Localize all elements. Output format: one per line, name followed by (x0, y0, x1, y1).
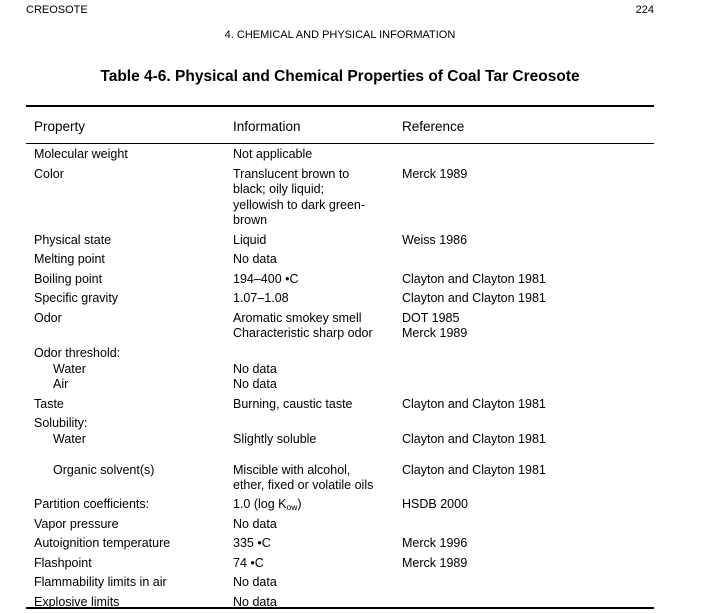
information-cell: 194–400 •C (233, 272, 398, 288)
reference-cell: Clayton and Clayton 1981 (402, 432, 546, 448)
property-cell: Water (53, 362, 86, 378)
property-cell: Odor threshold: (34, 346, 120, 362)
property-cell: Explosive limits (34, 595, 119, 611)
information-cell: No data (233, 517, 398, 533)
section-heading: 4. CHEMICAL AND PHYSICAL INFORMATION (0, 29, 680, 41)
table-row (0, 497, 704, 517)
information-cell: Slightly soluble (233, 432, 398, 448)
table-row (0, 291, 704, 311)
information-cell: 1.07–1.08 (233, 291, 398, 307)
table-row (0, 377, 704, 397)
reference-cell: Clayton and Clayton 1981 (402, 397, 546, 413)
table-row (0, 595, 704, 614)
property-cell: Boiling point (34, 272, 102, 288)
information-cell: No data (233, 362, 398, 378)
table-row (0, 252, 704, 272)
table-top-rule (26, 105, 654, 107)
table-title: Table 4-6. Physical and Chemical Properties of Coal Tar Creosote (0, 68, 680, 86)
property-cell: Flammability limits in air (34, 575, 167, 591)
information-cell: No data (233, 595, 398, 611)
running-header-title: CREOSOTE (26, 4, 88, 16)
table-row (0, 346, 704, 362)
property-cell: Molecular weight (34, 147, 128, 163)
property-cell: Autoignition temperature (34, 536, 170, 552)
information-cell: No data (233, 252, 398, 268)
table-row (0, 311, 704, 347)
information-cell: Liquid (233, 233, 398, 249)
page-number: 224 (636, 4, 654, 16)
reference-cell: Clayton and Clayton 1981 (402, 463, 546, 479)
information-cell: 335 •C (233, 536, 398, 552)
property-cell: Partition coefficients: (34, 497, 149, 513)
property-cell: Taste (34, 397, 64, 413)
information-cell: Miscible with alcohol, ether, fixed or volatile oils (233, 463, 398, 494)
reference-cell: HSDB 2000 (402, 497, 468, 513)
property-cell: Melting point (34, 252, 105, 268)
property-cell: Flashpoint (34, 556, 92, 572)
table-row (0, 167, 704, 233)
table-row (0, 397, 704, 417)
property-cell: Color (34, 167, 64, 183)
table-row (0, 432, 704, 463)
header-rule (26, 143, 654, 144)
property-cell: Solubility: (34, 416, 88, 432)
information-cell: Not applicable (233, 147, 398, 163)
property-cell: Vapor pressure (34, 517, 119, 533)
information-cell: Aromatic smokey smell Characteristic sharp odor (233, 311, 398, 342)
information-cell: 74 •C (233, 556, 398, 572)
information-cell: Burning, caustic taste (233, 397, 398, 413)
reference-cell: Weiss 1986 (402, 233, 467, 249)
table-row (0, 233, 704, 253)
reference-cell: DOT 1985 Merck 1989 (402, 311, 467, 342)
table-row (0, 556, 704, 576)
table-bottom-rule (26, 607, 654, 609)
reference-cell: Merck 1996 (402, 536, 467, 552)
table-row (0, 416, 704, 432)
property-cell: Odor (34, 311, 62, 327)
table-row (0, 463, 704, 498)
table-row (0, 536, 704, 556)
property-cell: Physical state (34, 233, 111, 249)
reference-cell: Clayton and Clayton 1981 (402, 272, 546, 288)
reference-cell: Merck 1989 (402, 167, 467, 183)
table-body (0, 147, 704, 614)
information-cell: No data (233, 377, 398, 393)
column-header-reference: Reference (402, 119, 464, 134)
property-cell: Air (53, 377, 68, 393)
table-row (0, 362, 704, 378)
property-cell: Organic solvent(s) (53, 463, 154, 479)
table-row (0, 272, 704, 292)
information-cell: No data (233, 575, 398, 591)
table-row (0, 517, 704, 537)
table-row (0, 575, 704, 595)
information-cell: Translucent brown to black; oily liquid; yellowish to dark green- brown (233, 167, 398, 229)
reference-cell: Merck 1989 (402, 556, 467, 572)
column-header-information: Information (233, 119, 301, 134)
property-cell: Water (53, 432, 86, 448)
table-row (0, 147, 704, 167)
information-cell: 1.0 (log $K_{ow}$) (233, 497, 398, 513)
property-cell: Specific gravity (34, 291, 118, 307)
column-header-property: Property (34, 119, 85, 134)
reference-cell: Clayton and Clayton 1981 (402, 291, 546, 307)
